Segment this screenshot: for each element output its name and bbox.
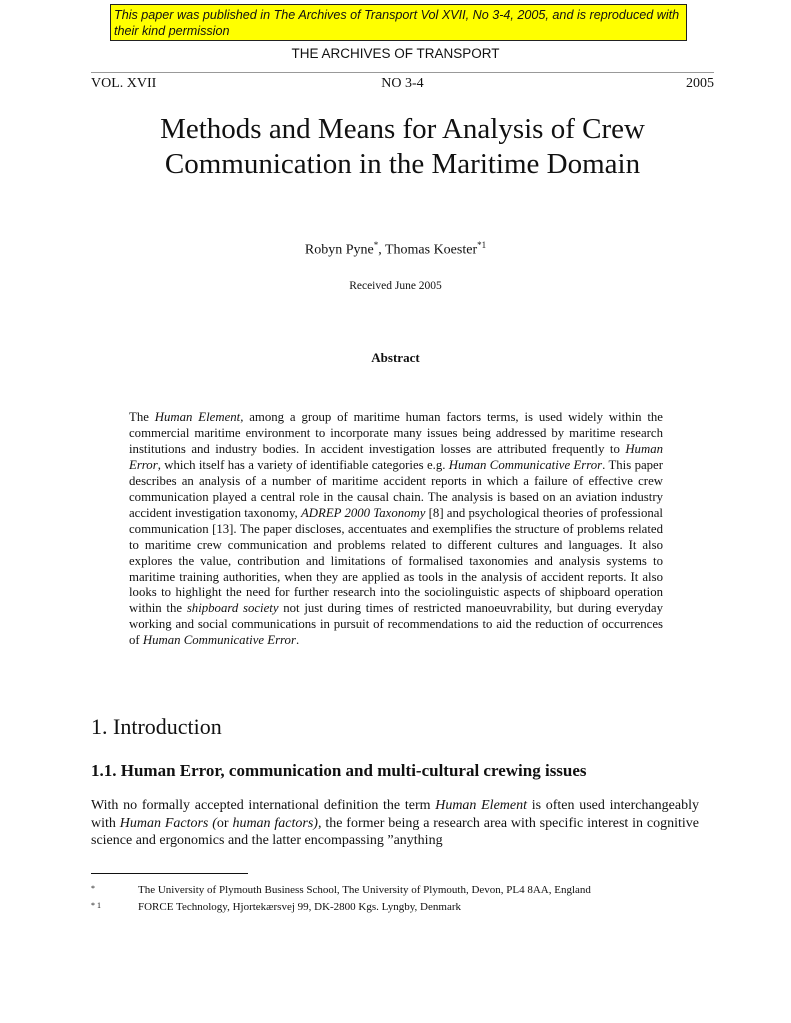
italic-term: Human Communicative Error bbox=[142, 633, 296, 648]
journal-name: THE ARCHIVES OF TRANSPORT bbox=[291, 46, 500, 61]
footnote-text: FORCE Technology, Hjortekærsvej 99, DK-2800 Kgs. Lyngby, Denmark bbox=[138, 901, 461, 913]
text-run: The bbox=[129, 410, 155, 424]
text-run: or bbox=[216, 815, 233, 831]
author-name: Robyn Pyne bbox=[304, 242, 374, 258]
footnote-mark: * 1 bbox=[91, 901, 101, 910]
footnote-mark: * bbox=[91, 884, 95, 893]
volume-label: VOL. XVII bbox=[91, 76, 157, 91]
text-run: , the former being a research area with specific interest in cognitive science and ergonomics and the latter encompassing ”anything bbox=[91, 815, 699, 848]
abstract-heading: Abstract bbox=[371, 350, 420, 365]
text-run: , which itself has a variety of identifiable categories e.g. bbox=[157, 457, 449, 472]
author-separator: , bbox=[378, 242, 385, 258]
subsection-heading: 1.1. Human Error, communication and multi-cultural crewing issues bbox=[91, 761, 587, 780]
section-heading: 1. Introduction bbox=[91, 714, 222, 739]
text-run: . This paper describes an analysis of a number of maritime accident reports in which a failure of effective crew communication played a central role in the causal chain. The analysis is based on an aviation industry accident investigation taxonomy, bbox=[129, 457, 663, 520]
text-run: not just during times of restricted manoeuvrability, but during everyday working and social communications in pursuit of recommendations to aid the reduction of occurrences of bbox=[129, 601, 663, 648]
text-run: . bbox=[295, 633, 300, 648]
author-list bbox=[0, 240, 791, 259]
abstract-text bbox=[129, 410, 663, 649]
received-date: Received June 2005 bbox=[349, 280, 442, 292]
italic-term: Human Element bbox=[435, 798, 527, 813]
year-label: 2005 bbox=[686, 76, 714, 91]
text-run: With no formally accepted international definition the term bbox=[91, 798, 436, 813]
italic-term: ADREP 2000 Taxonomy bbox=[300, 505, 426, 520]
text-run: is often used interchangeably with bbox=[91, 798, 699, 831]
text-run: [8] and psychological theories of professional communication [13]. The paper discloses, accentuates and exemplifies the structure of problems related to maritime crew communication and problems related to different cultures and languages. It also explores the value, contribution and limitations of formalised taxonomies and analysis systems to maritime training authorities, when they are applied as tools in the analysis of accident reports. It also looks to highlight the need for further research into the sociolinguistic aspects of shipboard operation within the bbox=[129, 505, 663, 616]
issue-label: NO 3-4 bbox=[381, 76, 424, 91]
author-affiliation-mark: *1 bbox=[477, 240, 487, 250]
body-paragraph bbox=[91, 797, 699, 850]
author-affiliation-mark: * bbox=[373, 240, 379, 250]
paper-title: Methods and Means for Analysis of Crew Communication in the Maritime Domain bbox=[160, 113, 645, 180]
text-run: among a group of maritime human factors terms, is used widely within the commercial maritime environment to incorporate many issues being addressed by maritime research institutions and industry bodies. In accident investigation losses are attributed frequently to bbox=[129, 410, 663, 456]
publication-notice: This paper was published in The Archives of Transport Vol XVII, No 3-4, 2005, and is reproduced with their kind permission bbox=[110, 4, 687, 41]
italic-term: Human Factors ( bbox=[119, 815, 217, 831]
italic-term: Human Error bbox=[129, 441, 663, 472]
italic-term: Human Element, bbox=[154, 410, 244, 424]
italic-term: human factors) bbox=[232, 815, 318, 831]
footnote-text: The University of Plymouth Business School, The University of Plymouth, Devon, PL4 8AA, England bbox=[138, 884, 591, 896]
italic-term: shipboard society bbox=[186, 601, 279, 616]
italic-term: Human Communicative Error bbox=[448, 457, 603, 472]
author-name: Thomas Koester bbox=[384, 242, 478, 258]
footnote-rule bbox=[91, 873, 248, 874]
header-rule bbox=[91, 72, 714, 73]
